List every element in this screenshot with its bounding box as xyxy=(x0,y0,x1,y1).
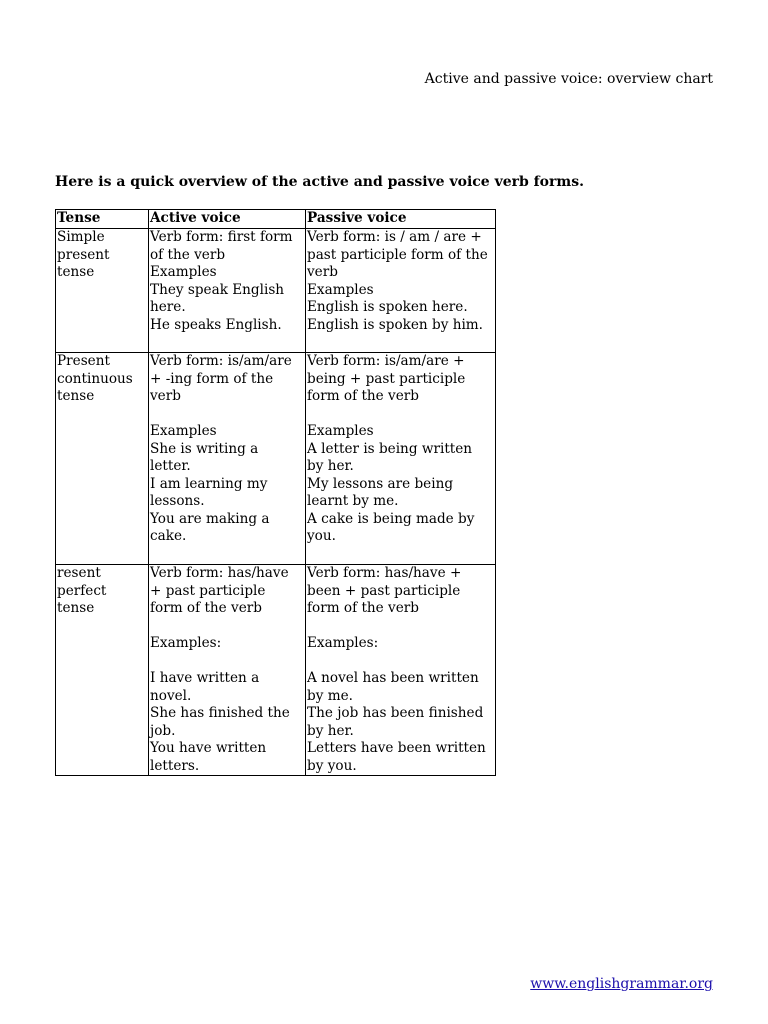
verb-form-line: verb xyxy=(307,264,338,280)
active-voice-cell xyxy=(149,565,306,776)
verb-form-line: verb xyxy=(150,388,181,404)
example-line: letter. xyxy=(150,458,191,474)
passive-voice-cell xyxy=(306,353,496,565)
tense-line: tense xyxy=(57,264,95,280)
examples-label: Examples: xyxy=(307,635,379,651)
intro-text: Here is a quick overview of the active and passive voice verb forms. xyxy=(55,174,584,190)
example-line: by you. xyxy=(307,757,357,774)
example-line: A letter is being written xyxy=(307,440,473,457)
active-voice-cell xyxy=(149,353,306,565)
blank-line xyxy=(307,653,495,671)
header-active-voice: Active voice xyxy=(149,210,306,229)
verb-form-line: Verb form: has/have + xyxy=(307,565,462,581)
tense-line: perfect xyxy=(57,582,107,599)
verb-form-line: been + past participle xyxy=(307,582,461,599)
example-line: They speak English xyxy=(150,281,285,298)
examples-label: Examples xyxy=(150,264,217,280)
passive-voice-cell xyxy=(306,229,496,353)
examples-label: Examples xyxy=(307,423,374,439)
example-line: by her. xyxy=(307,722,354,739)
verb-form-line: + -ing form of the xyxy=(150,370,274,387)
verb-form-line: Verb form: is / am / are + xyxy=(307,229,482,245)
example-line: job. xyxy=(150,722,176,739)
tense-cell xyxy=(56,565,149,776)
example-line: She has finished the xyxy=(150,705,290,721)
example-line: learnt by me. xyxy=(307,493,399,509)
blank-line xyxy=(150,653,305,671)
blank-line xyxy=(307,618,495,636)
example-line: You are making a xyxy=(150,510,270,527)
verb-form-line: form of the verb xyxy=(307,600,419,616)
blank-line xyxy=(150,618,305,636)
voice-overview-table xyxy=(55,209,496,776)
example-line: by her. xyxy=(307,458,354,474)
examples-label: Examples: xyxy=(150,635,222,651)
verb-form-line: Verb form: is/am/are xyxy=(150,353,292,369)
tense-line: tense xyxy=(57,600,95,616)
verb-form-line: being + past participle xyxy=(307,370,466,387)
verb-form-line: past participle form of the xyxy=(307,246,488,263)
examples-label: Examples xyxy=(150,423,217,439)
blank-line xyxy=(307,406,495,424)
tense-cell xyxy=(56,229,149,353)
example-line: He speaks English. xyxy=(150,316,282,333)
tense-line: present xyxy=(57,246,110,263)
example-line: My lessons are being xyxy=(307,475,454,492)
active-voice-cell xyxy=(149,229,306,353)
table-row-simple-present xyxy=(56,229,496,353)
example-line: you. xyxy=(307,528,336,544)
footer-website-link[interactable]: www.englishgrammar.org xyxy=(530,976,713,992)
example-line: You have written xyxy=(150,740,267,756)
example-line: The job has been finished xyxy=(307,705,484,721)
example-line: by me. xyxy=(307,687,353,704)
table-header-row xyxy=(56,210,496,229)
example-line: letters. xyxy=(150,757,200,774)
example-line: English is spoken here. xyxy=(307,299,468,315)
examples-label: Examples xyxy=(307,281,374,298)
example-line: A cake is being made by xyxy=(307,510,475,527)
blank-line xyxy=(150,406,305,424)
tense-cell xyxy=(56,353,149,565)
tense-line: continuous xyxy=(57,370,133,387)
example-line: Letters have been written xyxy=(307,740,486,756)
tense-line: Present xyxy=(57,353,110,369)
verb-form-line: Verb form: has/have xyxy=(150,565,289,581)
page-header-title: Active and passive voice: overview chart xyxy=(424,71,713,87)
header-tense: Tense xyxy=(56,210,149,229)
verb-form-line: Verb form: first form xyxy=(150,229,293,245)
tense-line: tense xyxy=(57,388,95,404)
example-line: She is writing a xyxy=(150,440,259,457)
verb-form-line: Verb form: is/am/are + xyxy=(307,353,465,369)
tense-line: Simple xyxy=(57,229,105,245)
tense-line: resent xyxy=(57,565,101,581)
example-line: A novel has been written xyxy=(307,670,479,686)
verb-form-line: of the verb xyxy=(150,246,226,263)
example-line: novel. xyxy=(150,687,192,704)
header-passive-voice: Passive voice xyxy=(306,210,496,229)
example-line: lessons. xyxy=(150,493,205,509)
example-line: here. xyxy=(150,299,186,315)
example-line: English is spoken by him. xyxy=(307,316,484,333)
example-line: I have written a xyxy=(150,670,260,686)
verb-form-line: form of the verb xyxy=(150,600,262,616)
example-line: I am learning my xyxy=(150,475,268,492)
passive-voice-cell xyxy=(306,565,496,776)
example-line: cake. xyxy=(150,528,187,544)
table-row-present-perfect xyxy=(56,565,496,776)
table-row-present-continuous xyxy=(56,353,496,565)
verb-form-line: + past participle xyxy=(150,582,266,599)
verb-form-line: form of the verb xyxy=(307,388,419,404)
